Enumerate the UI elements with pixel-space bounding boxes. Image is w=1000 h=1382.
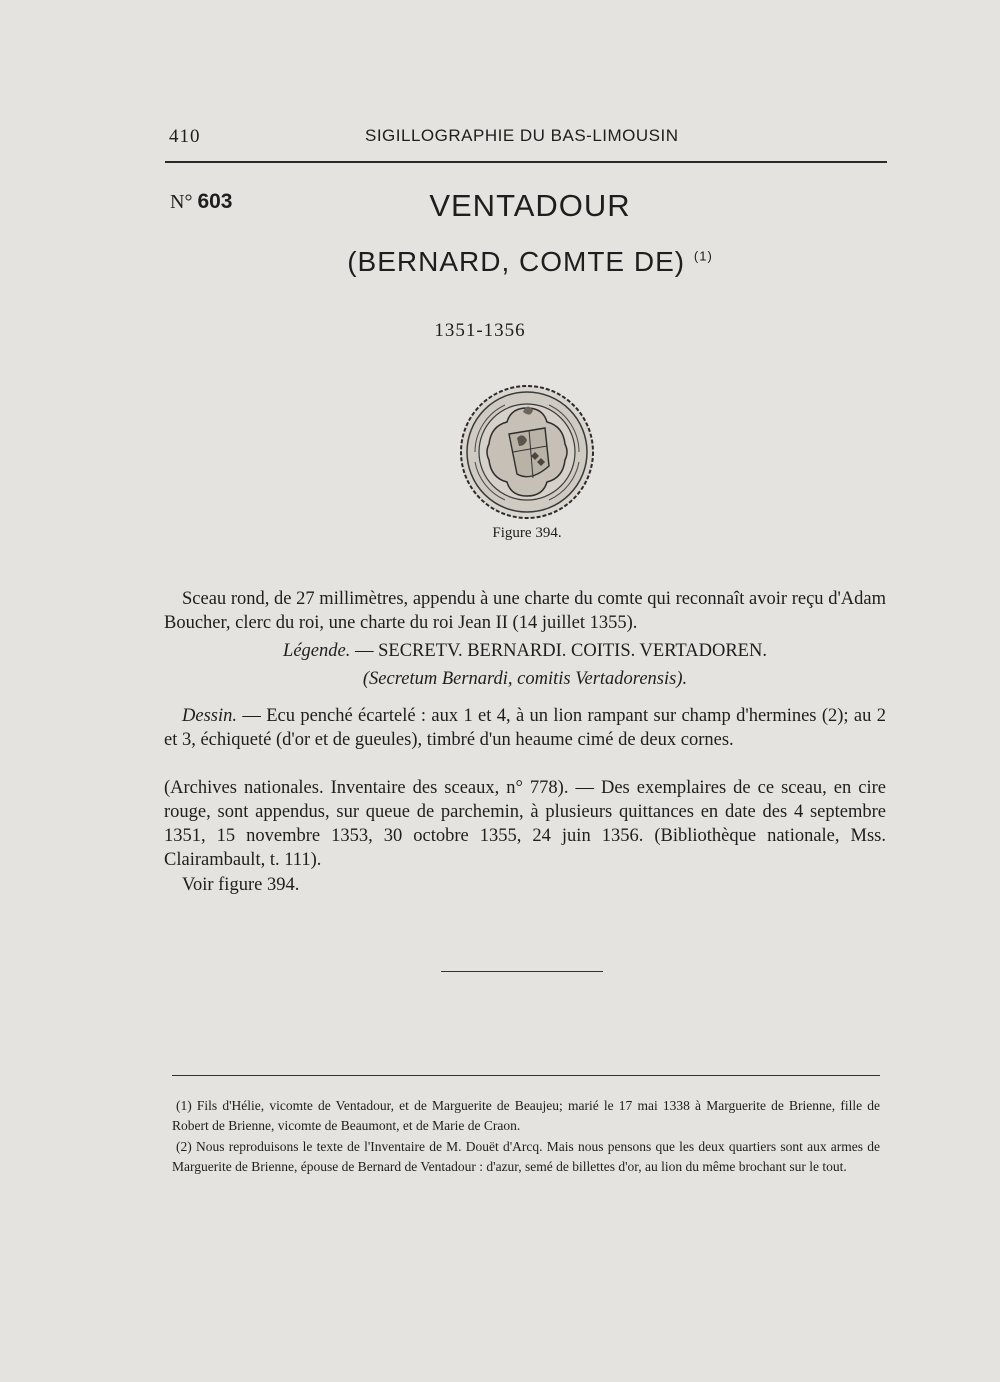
figure-caption: Figure 394.	[492, 525, 562, 541]
running-title: SIGILLOGRAPHIE DU BAS-LIMOUSIN	[365, 126, 679, 145]
sources-paragraph: (Archives nationales. Inventaire des sceaux, n° 778). — Des exemplaires de ce sceau, en cire rouge, sont appendus, sur queue de parchemin, à plusieurs quittances en date des 4 septembre 1351, 15 novembre 1353, 30 octobre 1355, 24 juin 1356. (Bibliothèque nationale, Mss. Clairambault, t. 111).	[164, 778, 886, 870]
legend-line	[164, 639, 886, 663]
footnote-2: (2) Nous reproduisons le texte de l'Inventaire de M. Douët d'Arcq. Mais nous pensons que les deux quartiers sont aux armes de Marguerite de Brienne, épouse de Bernard de Ventadour : d'azur, semé de billettes d'or, au lion du même brochant sur le tout.	[172, 1139, 880, 1174]
entry-number	[170, 190, 233, 214]
entry-subtitle-text: (BERNARD, COMTE DE)	[347, 246, 686, 277]
entry-title: VENTADOUR	[429, 188, 631, 223]
legend-translation-text: (Secretum Bernardi, comitis Vertadorensis).	[362, 669, 688, 689]
section-end-rule	[441, 971, 603, 972]
legend-translation	[164, 667, 886, 691]
entry-subtitle	[300, 246, 760, 278]
dessin-text: — Ecu penché écartelé : aux 1 et 4, à un lion rampant sur champ d'hermines (2); au 2 et 3, échiqueté (d'or et de gueules), timbré d'un heaume cimé de deux cornes.	[164, 706, 886, 750]
footnote-ref-1: (1)	[693, 248, 713, 264]
running-head	[165, 124, 887, 154]
legend-label: Légende.	[283, 641, 351, 661]
see-figure-line: Voir figure 394.	[182, 875, 300, 895]
dessin-paragraph	[164, 704, 886, 752]
legend-text: — SECRETV. BERNARDI. COITIS. VERTADOREN.	[350, 641, 767, 661]
entry-number-value: 603	[197, 190, 233, 213]
entry-dates: 1351-1356	[434, 320, 526, 341]
footnotes-rule	[172, 1075, 880, 1076]
description-paragraph: Sceau rond, de 27 millimètres, appendu à une charte du comte qui reconnaît avoir reçu d'Adam Boucher, clerc du roi, une charte du roi Jean II (14 juillet 1355).	[164, 589, 886, 633]
entry-number-prefix: N°	[170, 191, 193, 213]
page-number: 410	[169, 126, 201, 147]
footnote-1: (1) Fils d'Hélie, vicomte de Ventadour, et de Marguerite de Beaujeu; marié le 17 mai 1338 à Marguerite de Brienne, fille de Robert de Brienne, vicomte de Beaumont, et de Marie de Craon.	[172, 1098, 880, 1133]
header-rule	[165, 161, 887, 163]
dessin-label: Dessin.	[182, 706, 237, 726]
seal-image	[457, 382, 597, 522]
